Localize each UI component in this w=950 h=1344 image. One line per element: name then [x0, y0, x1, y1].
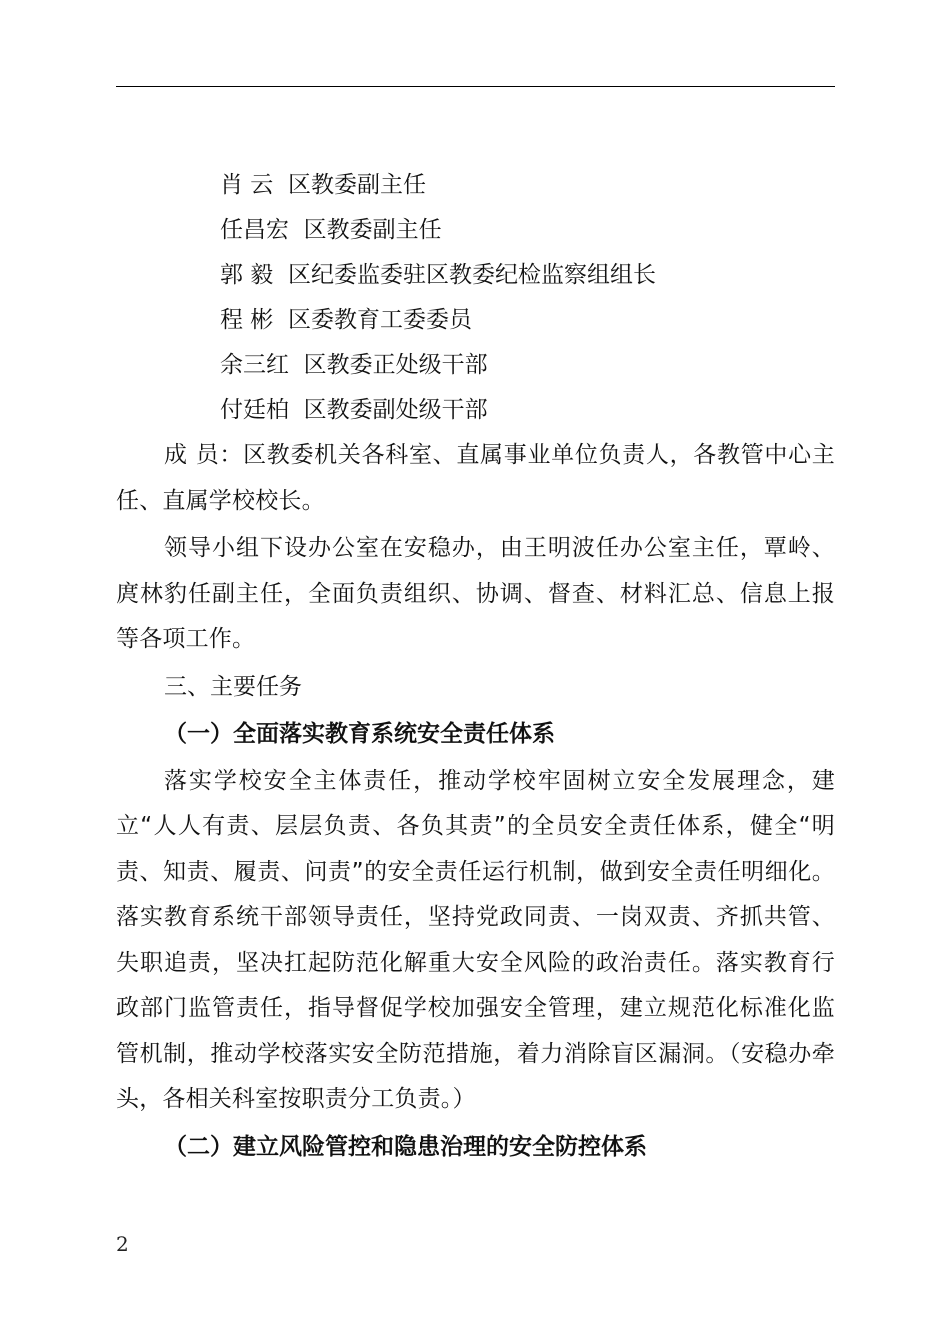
- section-heading: 三、主要任务: [164, 673, 302, 700]
- member-title: 区教委副主任: [287, 172, 426, 198]
- member-title: 区教委副主任: [303, 217, 442, 243]
- member-name: 任昌宏: [220, 217, 289, 243]
- member-name: 付廷柏: [220, 397, 289, 423]
- members-paragraph: 成 员：区教委机关各科室、直属事业单位负责人，各教管中心主任、直属学校校长。: [116, 442, 835, 514]
- office-paragraph: 领导小组下设办公室在安稳办，由王明波任办公室主任，覃岭、庹林豹任副主任，全面负责组织、协调、督查、材料汇总、信息上报等各项工作。: [116, 535, 835, 652]
- member-name: 程 彬: [220, 307, 274, 333]
- header-rule: [116, 86, 835, 87]
- member-line: [116, 163, 835, 208]
- document-body: [116, 163, 835, 1170]
- member-title: 区教委副处级干部: [303, 397, 488, 423]
- task-paragraph-1: 落实学校安全主体责任，推动学校牢固树立安全发展理念，建立“人人有责、层层负责、各负其责”的全员安全责任体系，健全“明责、知责、履责、问责”的安全责任运行机制，做到安全责任明细化。落实教育系统干部领导责任，坚持党政同责、一岗双责、齐抓共管、失职追责，坚决扛起防范化解重大安全风险的政治责任。落实教育行政部门监管责任，指导督促学校加强安全管理，建立规范化标准化监管机制，推动学校落实安全防范措施，着力消除盲区漏洞。（安稳办牵头，各相关科室按职责分工负责。）: [116, 767, 835, 1112]
- member-title: 区教委正处级干部: [303, 352, 488, 378]
- sub-heading-1: （一）全面落实教育系统安全责任体系: [164, 720, 555, 747]
- member-title: 区纪委监委驻区教委纪检监察组组长: [287, 262, 656, 288]
- member-line: [116, 208, 835, 253]
- member-name: 余三红: [220, 352, 289, 378]
- sub-heading-2: （二）建立风险管控和隐患治理的安全防控体系: [164, 1133, 647, 1160]
- member-name: 郭 毅: [220, 262, 274, 288]
- member-line: [116, 388, 835, 433]
- member-line: [116, 253, 835, 298]
- member-line: [116, 298, 835, 343]
- member-line: [116, 343, 835, 388]
- member-name: 肖 云: [220, 172, 274, 198]
- page-number: 2: [116, 1232, 129, 1256]
- member-title: 区委教育工委委员: [287, 307, 472, 333]
